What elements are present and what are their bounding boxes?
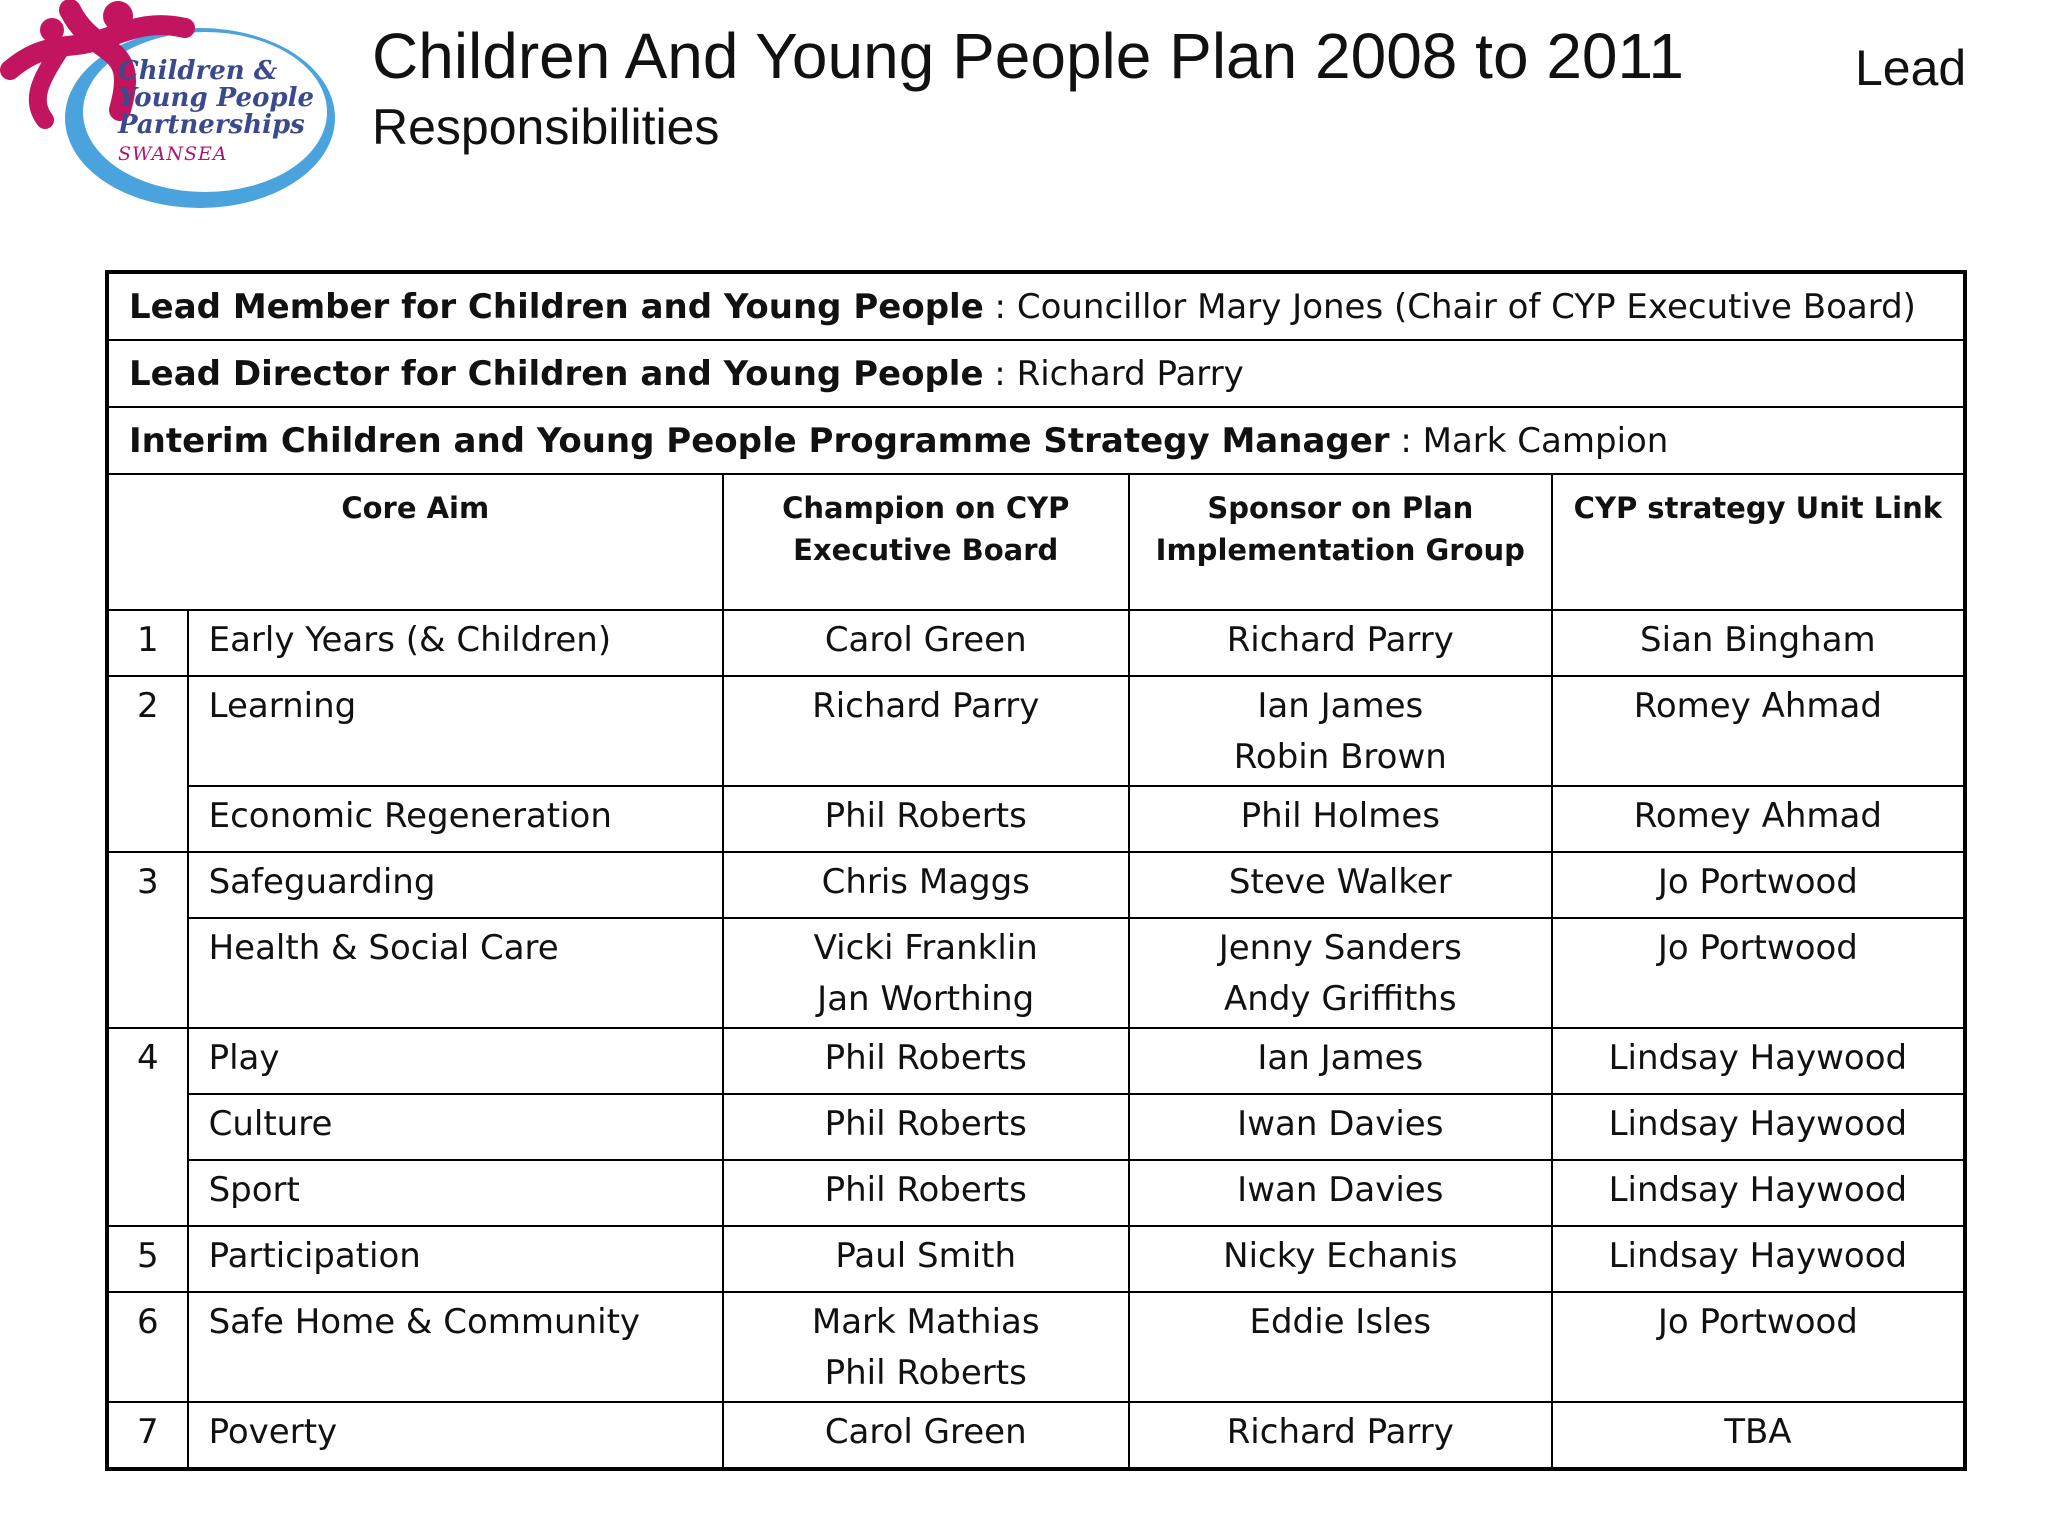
champion-name: Phil Roberts (824, 1038, 1027, 1078)
sponsor-cell (1129, 610, 1552, 676)
sponsor-name: Nicky Echanis (1223, 1236, 1458, 1276)
unit-link-cell: Jo Portwood (1552, 918, 1965, 1028)
champion-name: Mark Mathias (811, 1302, 1040, 1342)
champion-name: Carol Green (824, 620, 1027, 660)
champion-name: Phil Roberts (824, 796, 1027, 836)
header-core-aim: Core Aim (107, 474, 723, 610)
logo-city: SWANSEA (118, 143, 228, 165)
header-champion-line: Champion on CYP (782, 491, 1070, 525)
sponsor-cell (1129, 1094, 1552, 1160)
champion-cell (723, 1160, 1129, 1226)
champion-cell (723, 852, 1129, 918)
unit-link-cell: Jo Portwood (1552, 1292, 1965, 1402)
lead-label: Lead Member for Children and Young People (129, 286, 984, 327)
core-aim-cell: Early Years (& Children) (188, 610, 723, 676)
table-row (107, 1402, 1965, 1469)
table-row (107, 1094, 1965, 1160)
sponsor-name: Phil Holmes (1240, 796, 1440, 836)
champion-name: Richard Parry (812, 686, 1040, 726)
unit-link-cell: Romey Ahmad (1552, 786, 1965, 852)
core-aim-number: 1 (107, 610, 188, 676)
header-champion-line: Executive Board (793, 533, 1059, 567)
lead-member-row (107, 272, 1965, 340)
header-champion (723, 474, 1129, 610)
sponsor-name: Iwan Davies (1237, 1104, 1444, 1144)
core-aim-cell: Play (188, 1028, 723, 1094)
table-row (107, 1292, 1965, 1402)
core-aim-cell: Poverty (188, 1402, 723, 1469)
core-aim-cell: Safe Home & Community (188, 1292, 723, 1402)
core-aim-cell: Economic Regeneration (188, 786, 723, 852)
sponsor-name: Iwan Davies (1237, 1170, 1444, 1210)
table-row (107, 852, 1965, 918)
lead-value: Richard Parry (1016, 353, 1244, 394)
lead-separator: : (983, 353, 1017, 394)
lead-label: Lead Director for Children and Young People (129, 353, 984, 394)
sponsor-name: Steve Walker (1228, 862, 1452, 902)
strategy-manager-row (107, 407, 1965, 474)
table-row (107, 1160, 1965, 1226)
page-title-tail: Lead (1855, 40, 1967, 96)
unit-link-cell: Lindsay Haywood (1552, 1160, 1965, 1226)
unit-link-cell: TBA (1552, 1402, 1965, 1469)
core-aim-number: 3 (107, 852, 188, 1028)
champion-name: Phil Roberts (824, 1170, 1027, 1210)
header-sponsor-line: Sponsor on Plan (1207, 491, 1474, 525)
cyp-partnership-logo (0, 0, 345, 215)
sponsor-name: Richard Parry (1226, 1412, 1454, 1452)
champion-name: Paul Smith (835, 1236, 1017, 1276)
champion-name: Chris Maggs (821, 862, 1030, 902)
champion-cell (723, 786, 1129, 852)
lead-separator: : (983, 286, 1017, 327)
lead-separator: : (1389, 420, 1423, 461)
core-aim-number: 7 (107, 1402, 188, 1469)
column-header-row (107, 474, 1965, 610)
core-aim-cell: Participation (188, 1226, 723, 1292)
unit-link-cell: Lindsay Haywood (1552, 1226, 1965, 1292)
table-row (107, 676, 1965, 786)
core-aim-number: 5 (107, 1226, 188, 1292)
sponsor-cell (1129, 1292, 1552, 1402)
champion-name: Phil Roberts (824, 1104, 1027, 1144)
table-row (107, 610, 1965, 676)
logo-line-1: Children & (118, 56, 278, 86)
core-aim-cell: Learning (188, 676, 723, 786)
sponsor-name: Andy Griffiths (1224, 979, 1457, 1019)
sponsor-cell (1129, 1226, 1552, 1292)
champion-cell (723, 1028, 1129, 1094)
sponsor-name: Robin Brown (1233, 737, 1447, 777)
core-aim-cell: Sport (188, 1160, 723, 1226)
core-aim-cell: Health & Social Care (188, 918, 723, 1028)
table-row (107, 1028, 1965, 1094)
champion-name: Carol Green (824, 1412, 1027, 1452)
lead-director-row (107, 340, 1965, 407)
table-row (107, 1226, 1965, 1292)
unit-link-cell: Jo Portwood (1552, 852, 1965, 918)
sponsor-cell (1129, 1028, 1552, 1094)
sponsor-cell (1129, 918, 1552, 1028)
unit-link-cell: Lindsay Haywood (1552, 1094, 1965, 1160)
sponsor-name: Richard Parry (1226, 620, 1454, 660)
sponsor-cell (1129, 786, 1552, 852)
unit-link-cell: Lindsay Haywood (1552, 1028, 1965, 1094)
lead-label: Interim Children and Young People Programme Strategy Manager (129, 420, 1390, 461)
responsibilities-table (105, 270, 1967, 1471)
champion-name: Phil Roberts (824, 1353, 1027, 1393)
core-aim-cell: Culture (188, 1094, 723, 1160)
lead-value: Councillor Mary Jones (Chair of CYP Executive Board) (1016, 286, 1916, 327)
core-aim-number: 6 (107, 1292, 188, 1402)
header-sponsor-line: Implementation Group (1155, 533, 1525, 567)
sponsor-name: Jenny Sanders (1218, 928, 1462, 968)
champion-cell (723, 1226, 1129, 1292)
champion-name: Vicki Franklin (813, 928, 1038, 968)
core-aim-cell: Safeguarding (188, 852, 723, 918)
champion-name: Jan Worthing (817, 979, 1035, 1019)
table-row (107, 918, 1965, 1028)
logo-line-3: Partnerships (118, 110, 305, 140)
champion-cell (723, 1094, 1129, 1160)
logo-wordmark (118, 58, 314, 139)
header-unit-link: CYP strategy Unit Link (1552, 474, 1965, 610)
sponsor-name: Ian James (1257, 686, 1424, 726)
sponsor-cell (1129, 1402, 1552, 1469)
lead-value: Mark Campion (1422, 420, 1669, 461)
core-aim-number: 2 (107, 676, 188, 852)
sponsor-cell (1129, 676, 1552, 786)
sponsor-cell (1129, 852, 1552, 918)
sponsor-name: Ian James (1257, 1038, 1424, 1078)
unit-link-cell: Romey Ahmad (1552, 676, 1965, 786)
page-title: Children And Young People Plan 2008 to 2011 (372, 20, 1684, 92)
sponsor-name: Eddie Isles (1249, 1302, 1432, 1342)
unit-link-cell: Sian Bingham (1552, 610, 1965, 676)
champion-cell (723, 1402, 1129, 1469)
sponsor-cell (1129, 1160, 1552, 1226)
champion-cell (723, 676, 1129, 786)
header-sponsor (1129, 474, 1552, 610)
table-row (107, 786, 1965, 852)
page-subtitle: Responsibilities (372, 99, 720, 155)
core-aim-number: 4 (107, 1028, 188, 1226)
champion-cell (723, 610, 1129, 676)
champion-cell (723, 1292, 1129, 1402)
logo-line-2: Young People (118, 83, 315, 113)
champion-cell (723, 918, 1129, 1028)
